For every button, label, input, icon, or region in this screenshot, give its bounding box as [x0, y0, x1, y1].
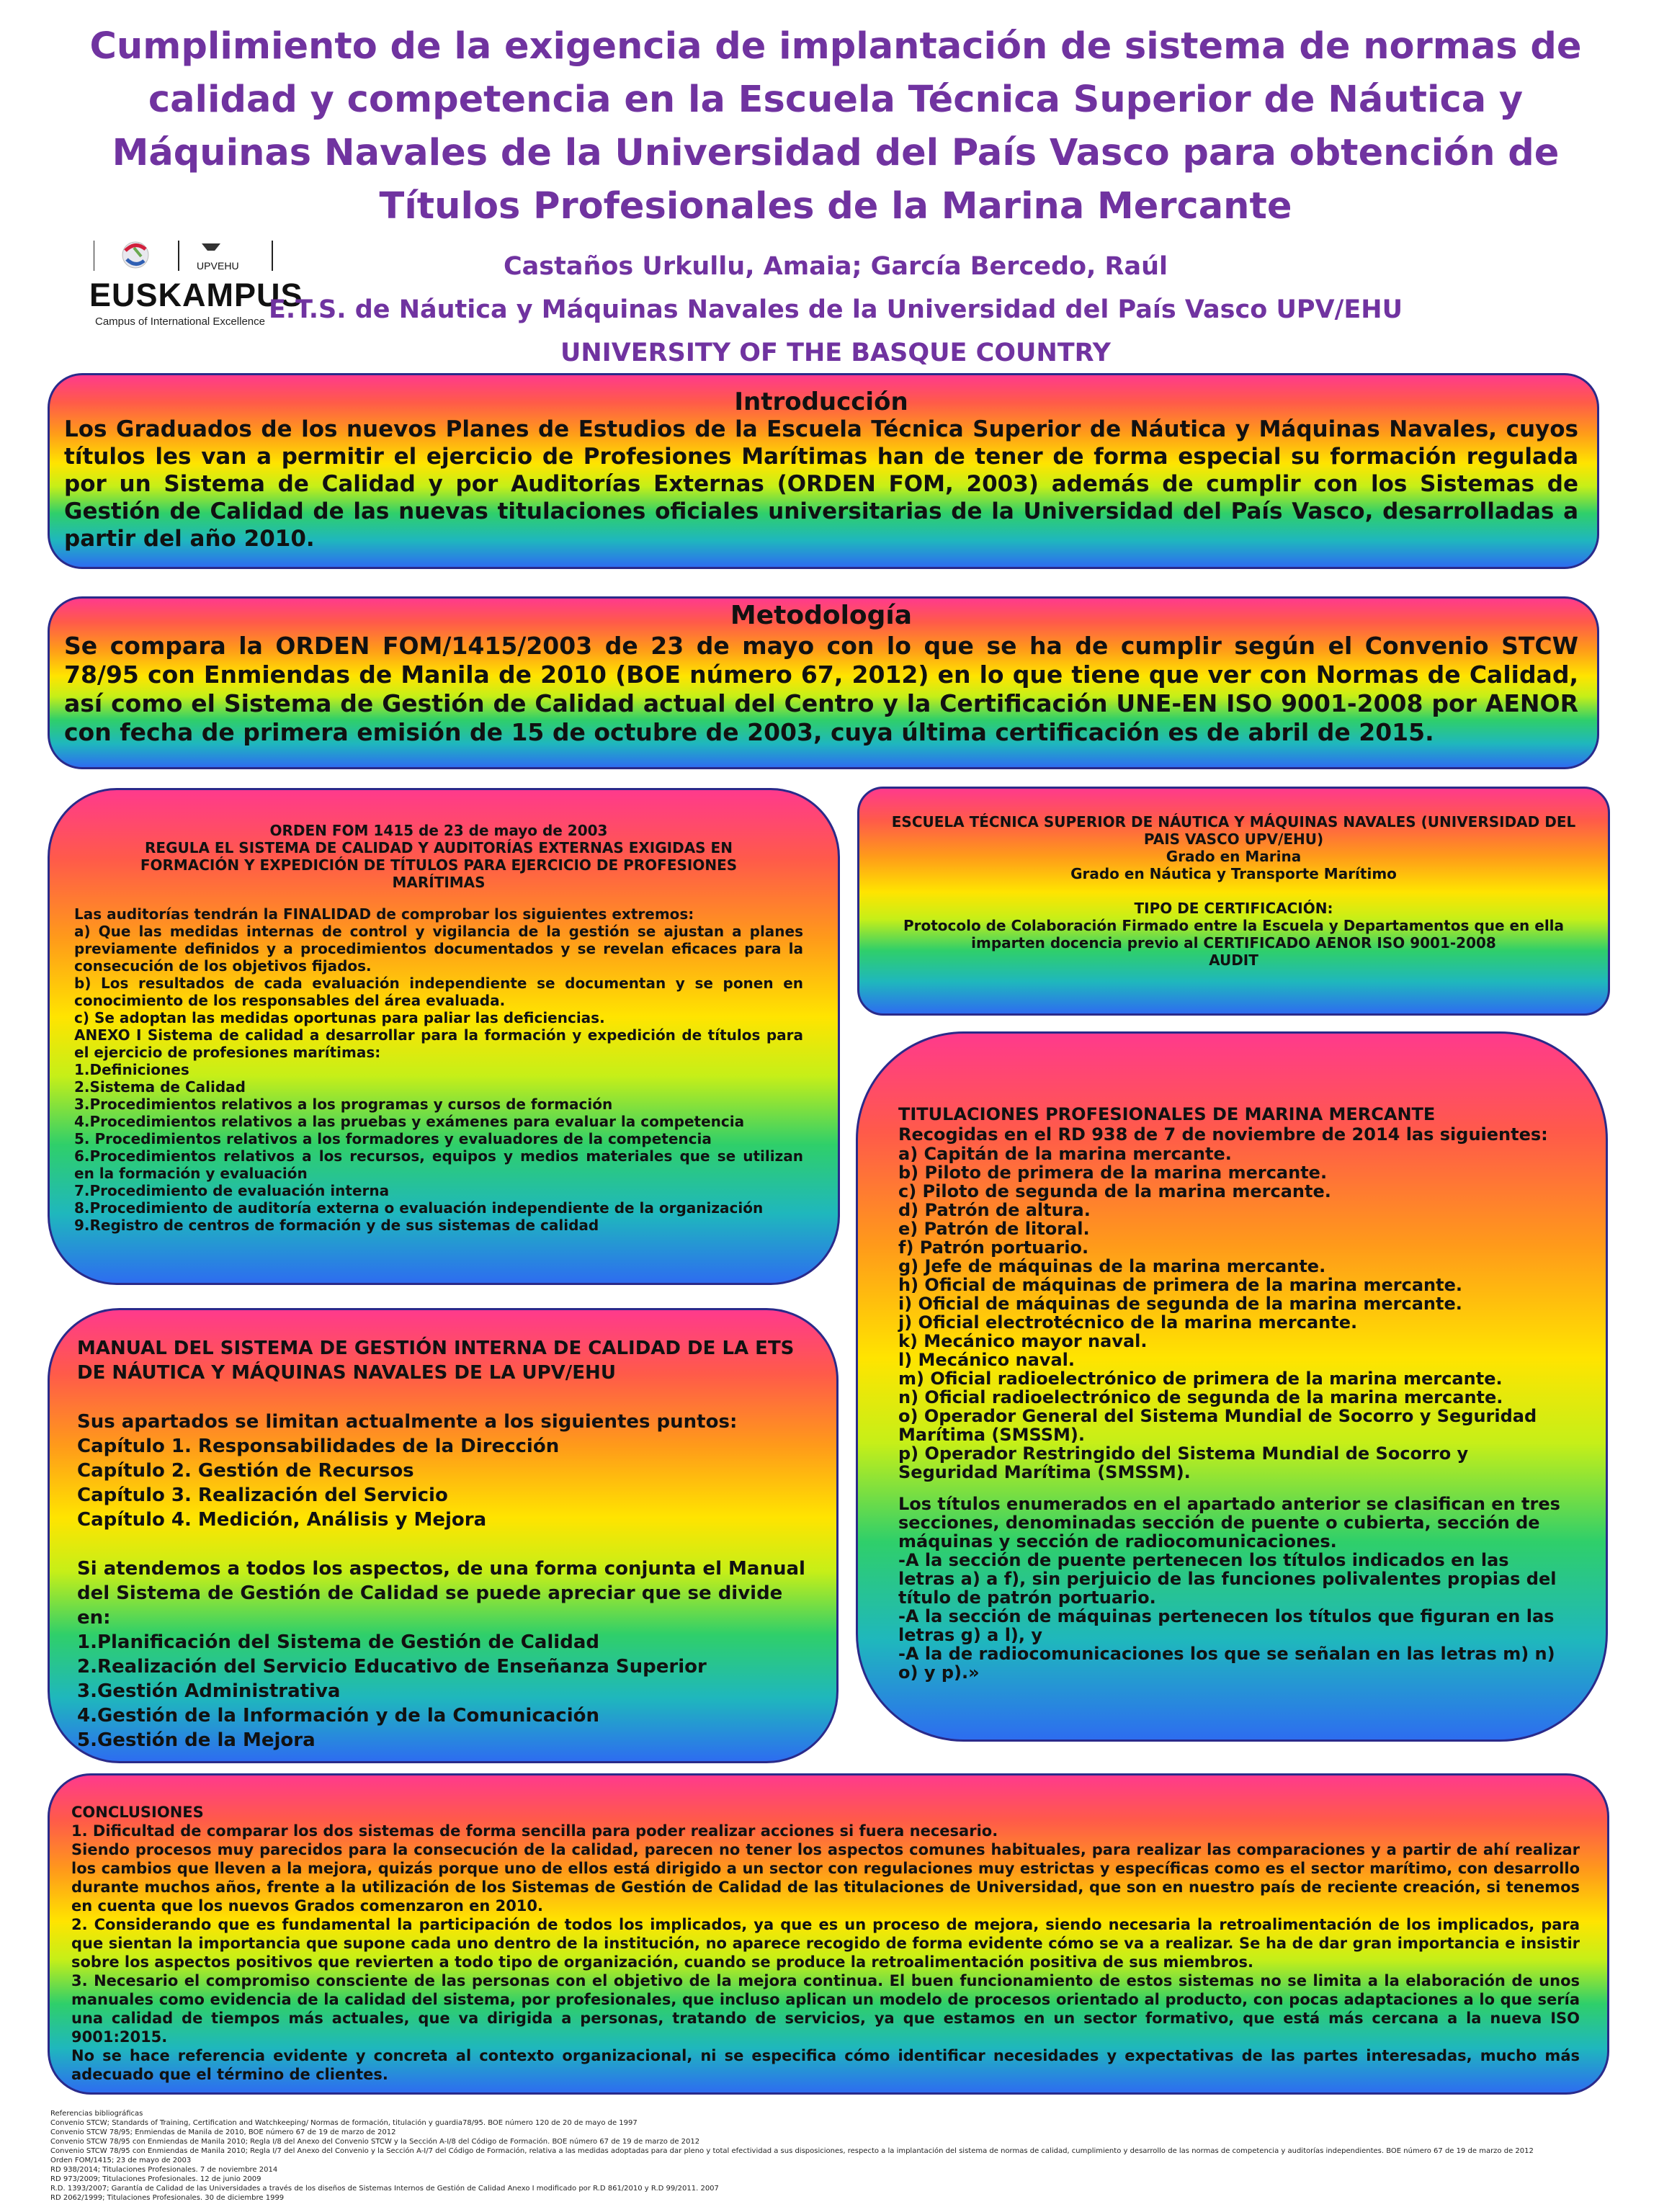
- titulacion-item: b) Piloto de primera de la marina mercante.: [898, 1163, 1328, 1183]
- poster-title: Cumplimiento de la exigencia de implantación de sistema de normas de calidad y competencia en la Escuela Técnica Superior de Náutica y Máquinas Navales de la Universidad del País Vasco para obtención de Títulos Profesionales de la Marina Mercante: [89, 25, 1582, 228]
- manual-division: 3.Gestión Administrativa: [77, 1680, 341, 1702]
- orden-list-item: 4.Procedimientos relativos a las pruebas y exámenes para evaluar la competencia: [74, 1113, 745, 1130]
- titulaciones-heading: TITULACIONES PROFESIONALES DE MARINA MERCANTE: [898, 1104, 1436, 1124]
- orden-list-item: 1.Definiciones: [74, 1061, 189, 1078]
- author-block: [216, 245, 1455, 375]
- orden-paragraph: Las auditorías tendrán la FINALIDAD de comprobar los siguientes extremos:: [74, 905, 694, 923]
- manual-intro-2: Si atendemos a todos los aspectos, de una forma conjunta el Manual del Sistema de Gestión de Calidad se puede apreciar que se divide en:: [77, 1558, 805, 1629]
- reference-item: Convenio STCW 78/95 con Enmiendas de Manila 2010; Regla I/8 del Anexo del Convenio STCW y la Sección A-I/8 del Código de Formación. BOE número 67 de 19 de marzo de 2012: [50, 2138, 700, 2146]
- reference-item: Convenio STCW; Standards of Training, Certification and Watchkeeping/ Normas de formación, titulación y guardia78/95. BOE número 120 de 20 de mayo de 1997: [50, 2119, 638, 2127]
- upv-label: UPV: [197, 260, 218, 272]
- manual-chapters: [77, 1434, 812, 1532]
- conclusiones-section: [48, 1773, 1609, 2095]
- escuela-section: [857, 787, 1610, 1016]
- orden-heading-2: REGULA EL SISTEMA DE CALIDAD Y AUDITORÍAS EXTERNAS EXIGIDAS EN FORMACIÓN Y EXPEDICIÓN DE TÍTULOS PARA EJERCICIO DE PROFESIONES MARÍTIMAS: [140, 839, 738, 891]
- orden-list-item: 5. Procedimientos relativos a los formadores y evaluadores de la competencia: [74, 1130, 712, 1147]
- titulacion-item: m) Oficial radioelectrónico de primera de la marina mercante.: [898, 1369, 1503, 1389]
- manual-division: 2.Realización del Servicio Educativo de Enseñanza Superior: [77, 1656, 707, 1678]
- manual-chapter: Capítulo 2. Gestión de Recursos: [77, 1460, 414, 1482]
- metodologia-section: [48, 596, 1599, 769]
- escuela-line: ESCUELA TÉCNICA SUPERIOR DE NÁUTICA Y MÁQUINAS NAVALES (UNIVERSIDAD DEL PAIS VASCO UPV/EHU): [891, 813, 1576, 848]
- titulaciones-closing: -A la sección de máquinas pertenecen los títulos que figuran en las letras g) a l), y: [898, 1606, 1555, 1645]
- cert-line: Protocolo de Colaboración Firmado entre la Escuela y Departamentos que en ella imparten docencia previo al CERTIFICADO AENOR ISO 9001-2008: [903, 917, 1565, 951]
- conclusion-paragraph: 3. Necesario el compromiso consciente de las personas con el objetivo de la mejora continua. El buen funcionamiento de estos sistemas no se limita a la elaboración de unos manuales como evidencia de la calidad del sistema, por profesionales, que incluso aplican un modelo de procesos orientado al producto, con pocas adaptaciones a lo que sería una calidad de tiempos más actuales, que va dirigida a personas, tratando de servicios, ya que estamos en un sector formativo, que está más cercana a la nueva ISO 9001:2015.: [71, 1972, 1580, 2046]
- manual-chapter: Capítulo 3. Realización del Servicio: [77, 1485, 448, 1506]
- conclusion-paragraph: 2. Considerando que es fundamental la participación de todos los implicados, ya que es un proceso de mejora, siendo necesaria la retroalimentación de los implicados, para que sientan la importancia que supone cada uno dentro de la institución, no aparece recogido de forma evidente cómo se va a realizar. Se ha de dar gran importancia e insistir sobre los aspectos positivos que revierten a todo tipo de organización, cuando se produce la retroalimentación positiva de sus miembros.: [71, 1916, 1580, 1971]
- titulacion-item: e) Patrón de litoral.: [898, 1219, 1090, 1239]
- titulacion-item: j) Oficial electrotécnico de la marina mercante.: [898, 1312, 1358, 1333]
- manual-divisions: [77, 1630, 812, 1752]
- references: [50, 2109, 1563, 2203]
- manual-heading: MANUAL DEL SISTEMA DE GESTIÓN INTERNA DE CALIDAD DE LA ETS DE NÁUTICA Y MÁQUINAS NAVALES DE LA UPV/EHU: [77, 1338, 795, 1384]
- titulacion-item: c) Piloto de segunda de la marina mercante.: [898, 1181, 1331, 1201]
- titulaciones-list: [898, 1145, 1570, 1482]
- titulacion-item: h) Oficial de máquinas de primera de la marina mercante.: [898, 1275, 1462, 1295]
- conclusion-paragraph: Siendo procesos muy parecidos para la consecución de la calidad, parecen no tener los aspectos comunes habituales, para realizar las comparaciones y a partir de ahí realizar los cambios que lleven a la mejora, quizás porque uno de ellos está dirigido a un sector con regulaciones muy estrictas y específicas como es el sector marítimo, con desarrollo durante muchos años, frente a la utilización de los Sistemas de Gestión de Calidad de las titulaciones de Universidad, que son en nuestro país de reciente creación, si tenemos en cuenta que los nuevos Grados comenzaron en 2010.: [71, 1841, 1580, 1915]
- orden-paragraph: a) Que las medidas internas de control y vigilancia de la gestión se ajustan a planes previamente definidos y a procedimientos documentados y se revelan eficaces para la consecución de los objetivos fijados.: [74, 923, 803, 975]
- orden-list-item: 3.Procedimientos relativos a los programas y cursos de formación: [74, 1096, 613, 1113]
- orden-paragraph: c) Se adoptan las medidas oportunas para paliar las deficiencias.: [74, 1009, 605, 1026]
- conclusiones-heading: CONCLUSIONES: [71, 1804, 204, 1821]
- titulacion-item: a) Capitán de la marina mercante.: [898, 1144, 1232, 1164]
- metodologia-heading: Metodología: [730, 601, 913, 630]
- titulacion-item: n) Oficial radioelectrónico de segunda de la marina mercante.: [898, 1387, 1503, 1407]
- introduccion-text: Los Graduados de los nuevos Planes de Estudios de la Escuela Técnica Superior de Náutica y Máquinas Navales, cuyos títulos les van a permitir el ejercicio de Profesiones Marítimas han de tener de forma especial su formación regulada por un Sistema de Calidad y por Auditorías Externas (ORDEN FOM, 2003) además de cumplir con los Sistemas de Gestión de Calidad de las nuevas titulaciones oficiales universitarias de la Universidad del País Vasco, desarrolladas a partir del año 2010.: [64, 416, 1578, 552]
- titulacion-item: f) Patrón portuario.: [898, 1237, 1089, 1258]
- conclusion-paragraph: 1. Dificultad de comparar los dos sistemas de forma sencilla para poder realizar acciones si fuera necesario.: [71, 1822, 998, 1840]
- titulaciones-closing: Los títulos enumerados en el apartado anterior se clasifican en tres secciones, denominadas sección de puente o cubierta, sección de máquinas y sección de radiocomunicaciones.: [898, 1494, 1560, 1551]
- introduccion-section: [48, 373, 1599, 569]
- orden-list-item: 7.Procedimiento de evaluación interna: [74, 1182, 390, 1199]
- manual-chapter: Capítulo 4. Medición, Análisis y Mejora: [77, 1509, 487, 1531]
- escuela-line: Grado en Náutica y Transporte Marítimo: [1070, 865, 1397, 882]
- orden-list-item: 8.Procedimiento de auditoría externa o evaluación independiente de la organización: [74, 1199, 764, 1217]
- cert-heading: TIPO DE CERTIFICACIÓN:: [1134, 900, 1333, 917]
- manual-division: 4.Gestión de la Información y de la Comunicación: [77, 1705, 599, 1727]
- titulacion-item: o) Operador General del Sistema Mundial de Socorro y Seguridad Marítima (SMSSM).: [898, 1406, 1537, 1445]
- cert-line: AUDIT: [1209, 951, 1258, 969]
- references-heading: Referencias bibliográficas: [50, 2110, 143, 2118]
- manual-chapter: Capítulo 1. Responsabilidades de la Dirección: [77, 1436, 560, 1457]
- reference-item: RD 973/2009; Titulaciones Profesionales. 12 de junio 2009: [50, 2175, 261, 2183]
- titulacion-item: g) Jefe de máquinas de la marina mercante.: [898, 1256, 1326, 1276]
- reference-item: RD 938/2014; Titulaciones Profesionales. 7 de noviembre 2014: [50, 2166, 278, 2174]
- titulacion-item: l) Mecánico naval.: [898, 1350, 1075, 1370]
- titulacion-item: k) Mecánico mayor naval.: [898, 1331, 1148, 1351]
- titulaciones-closing: -A la sección de puente pertenecen los títulos indicados en las letras a) a f), sin perjuicio de las funciones polivalentes propias del título de patrón portuario.: [898, 1550, 1557, 1608]
- orden-list-item: 6.Procedimientos relativos a los recursos, equipos y medios materiales que se utilizan en la formación y evaluación: [74, 1147, 803, 1182]
- euskampus-brand: EUSKAMPUS: [89, 277, 303, 313]
- manual-section: [48, 1308, 839, 1763]
- reference-item: R.D. 1393/2007; Garantía de Calidad de las Universidades a través de los diseños de Sistemas Internos de Gestión de Calidad Anexo I modificado por R.D 861/2010 y R.D 99/2011. 2007: [50, 2185, 719, 2193]
- reference-item: RD 2062/1999; Titulaciones Profesionales. 30 de diciembre 1999: [50, 2194, 285, 2202]
- titulaciones-section: [856, 1031, 1608, 1742]
- reference-item: Orden FOM/1415; 23 de mayo de 2003: [50, 2157, 192, 2164]
- conclusion-paragraph: No se hace referencia evidente y concreta al contexto organizacional, ni se especifica cómo identificar necesidades y expectativas de las partes interesadas, mucho más adecuado que el término de clientes.: [71, 2047, 1580, 2083]
- manual-division: 5.Gestión de la Mejora: [77, 1729, 316, 1751]
- orden-heading-1: ORDEN FOM 1415 de 23 de mayo de 2003: [269, 822, 608, 839]
- titulaciones-subheading: Recogidas en el RD 938 de 7 de noviembre de 2014 las siguientes:: [898, 1124, 1548, 1145]
- reference-item: Convenio STCW 78/95 con Enmiendas de Manila 2010; Regla I/7 del Anexo del Convenio y la Sección A-I/7 del Código de Formación, relativa a las medidas adoptadas para dar pleno y total efectividad a sus disposiciones, respecto a la implantación del sistema de normas de calidad, cumplimiento y desarrollo de las normas de competencia y auditorías independientes. BOE número 67 de 19 de marzo de 2012: [50, 2147, 1534, 2155]
- escuela-line: Grado en Marina: [1166, 848, 1302, 865]
- manual-division: 1.Planificación del Sistema de Gestión de Calidad: [77, 1631, 599, 1653]
- titulacion-item: d) Patrón de altura.: [898, 1200, 1091, 1220]
- ehu-label: EHU: [218, 260, 239, 272]
- authors: Castaños Urkullu, Amaia; García Bercedo, Raúl: [503, 252, 1168, 281]
- orden-list-item: 9.Registro de centros de formación y de sus sistemas de calidad: [74, 1217, 599, 1234]
- manual-intro: Sus apartados se limitan actualmente a los siguientes puntos:: [77, 1411, 738, 1433]
- titulacion-item: p) Operador Restringido del Sistema Mundial de Socorro y Seguridad Marítima (SMSSM).: [898, 1443, 1469, 1482]
- affiliation: E.T.S. de Náutica y Máquinas Navales de la Universidad del País Vasco UPV/EHU: [268, 295, 1403, 324]
- metodologia-text: Se compara la ORDEN FOM/1415/2003 de 23 de mayo con lo que se ha de cumplir según el Convenio STCW 78/95 con Enmiendas de Manila de 2010 (BOE número 67, 2012) en lo que tiene que ver con Normas de Calidad, así como el Sistema de Gestión de Calidad actual del Centro y la Certificación UNE-EN ISO 9001-2008 por AENOR con fecha de primera emisión de 15 de octubre de 2003, cuya última certificación es de abril de 2015.: [64, 632, 1578, 746]
- titulaciones-closing: -A la de radiocomunicaciones los que se señalan en las letras m) n) o) y p).»: [898, 1644, 1555, 1683]
- introduccion-heading: Introducción: [734, 388, 908, 416]
- orden-paragraph: b) Los resultados de cada evaluación independiente se documentan y se ponen en conocimiento de los responsables del área evaluada.: [74, 975, 803, 1009]
- orden-fom-section: [48, 788, 840, 1285]
- university: UNIVERSITY OF THE BASQUE COUNTRY: [560, 339, 1112, 367]
- reference-item: Convenio STCW 78/95; Enmiendas de Manila de 2010, BOE número 67 de 19 de marzo de 2012: [50, 2128, 396, 2136]
- euskampus-tagline: Campus of International Excellence: [95, 315, 265, 328]
- orden-paragraph: ANEXO I Sistema de calidad a desarrollar para la formación y expedición de títulos para el ejercicio de profesiones marítimas:: [74, 1026, 803, 1061]
- orden-list-item: 2.Sistema de Calidad: [74, 1078, 246, 1096]
- titulacion-item: i) Oficial de máquinas de segunda de la marina mercante.: [898, 1294, 1462, 1314]
